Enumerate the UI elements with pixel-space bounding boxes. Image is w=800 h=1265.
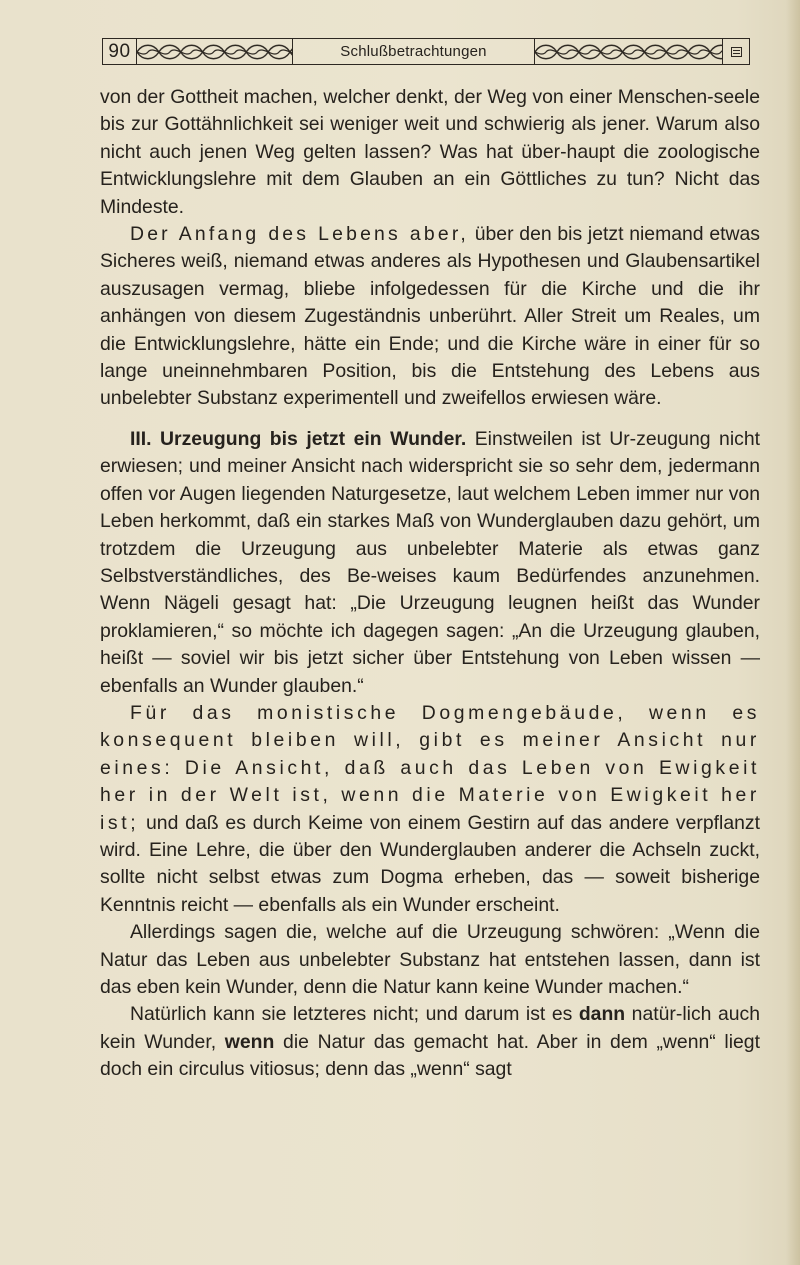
header-ornament-left-icon [137,39,293,64]
paragraph-1: von der Gottheit machen, welcher denkt, der Weg von einer Menschen-seele bis zur Gottähnlichkeit sei weniger weit und schwierig als jener. Warum also nicht auch jenen Weg gelten lassen? Was hat über-haupt die zoologische Entwicklungslehre mit dem Glauben an ein Göttliches zu tun? Nicht das Mindeste. [100,86,760,218]
emphasis-bold-dann: dann [578,1003,626,1026]
paragraph-6-text-b: natür-lich auch kein Wunder, [100,1003,760,1053]
paragraph-3-text: Einstweilen ist Ur-zeugung nicht erwiesen; und meiner Ansicht nach widerspricht sie so sehr dem, jedermann offen vor Augen liegenden Naturgesetze, laut welchem Leben immer nur von Leben herkommt, daß ein starkes Maß von Wunderglauben dazu gehört, um trotzdem die Urzeugung aus unbelebter Materie als etwas ganz Selbstverständliches, des Be-weises kaum Bedürfendes anzunehmen. Wenn Nägeli gesagt hat: „Die Urzeugung leugnen heißt das Wunder proklamieren,“ so möchte ich dagegen sagen: „An die Urzeugung glauben, heißt — soviel wir bis jetzt sicher über Entstehung von Leben wissen — ebenfalls an Wunder glauben.“ [100,427,760,697]
paragraph-4-text: und daß es durch Keime von einem Gestirn auf das andere verpflanzt wird. Eine Lehre, die über den Wunderglauben anderer die Achseln zuckt, sollte nicht selbst etwas zum Dogma erheben, das — soweit bisherige Kenntnis reicht — ebenfalls als ein Wunder erscheint. [100,811,760,916]
running-header [102,38,750,65]
header-box-glyph-icon [723,39,749,64]
header-ornament-right-icon [535,39,723,64]
paragraph-2-text: über den bis jetzt niemand etwas Sicheres weiß, niemand etwas anderes als Hypothesen und Glaubensartikel auszusagen vermag, bliebe infolgedessen für die Kirche und die ihr anhängen von diesem Zugeständnis unberührt. Aller Streit um Reales, um die Entwicklungslehre, hätte ein Ende; und die Kirche wäre in einer für so lange uneinnehmbaren Position, bis die Entstehung des Lebens aus unbelebter Substanz experimentell und zweifellos erwiesen wäre. [100,223,760,410]
emphasis-spaced: Der Anfang des Lebens aber, [130,223,469,246]
emphasis-spaced-thesis: Für das monistische Dogmengebäude, wenn es konsequent bleiben will, gibt es meiner Ansicht nur eines: Die Ansicht, daß auch das Leben von Ewigkeit her in der Welt ist, wenn die Materie von Ewigkeit her ist; [100,701,760,834]
page-number: 90 [103,39,137,64]
body-text [100,84,760,1084]
paragraph-5: Allerdings sagen die, welche auf die Urzeugung schwören: „Wenn die Natur das Leben aus unbelebter Substanz hat entstehen lassen, dann ist das eben kein Wunder, denn die Natur kann keine Wunder machen.“ [100,921,760,998]
paragraph-6-text-c: die Natur das gemacht hat. Aber in dem „wenn“ liegt doch ein circulus vitiosus; denn das „wenn“ sagt [100,1030,760,1081]
paragraph-6 [100,1001,760,1083]
section-heading: III. Urzeugung bis jetzt ein Wunder. [130,427,467,450]
paragraph-6-text-a: Natürlich kann sie letzteres nicht; und darum ist es [130,1003,579,1026]
paragraph-3 [100,426,760,700]
paragraph-2 [100,221,760,413]
page-edge-shadow [786,0,800,1265]
paragraph-4 [100,700,760,919]
running-title: Schlußbetrachtungen [293,39,535,64]
emphasis-bold-wenn: wenn [224,1030,275,1053]
